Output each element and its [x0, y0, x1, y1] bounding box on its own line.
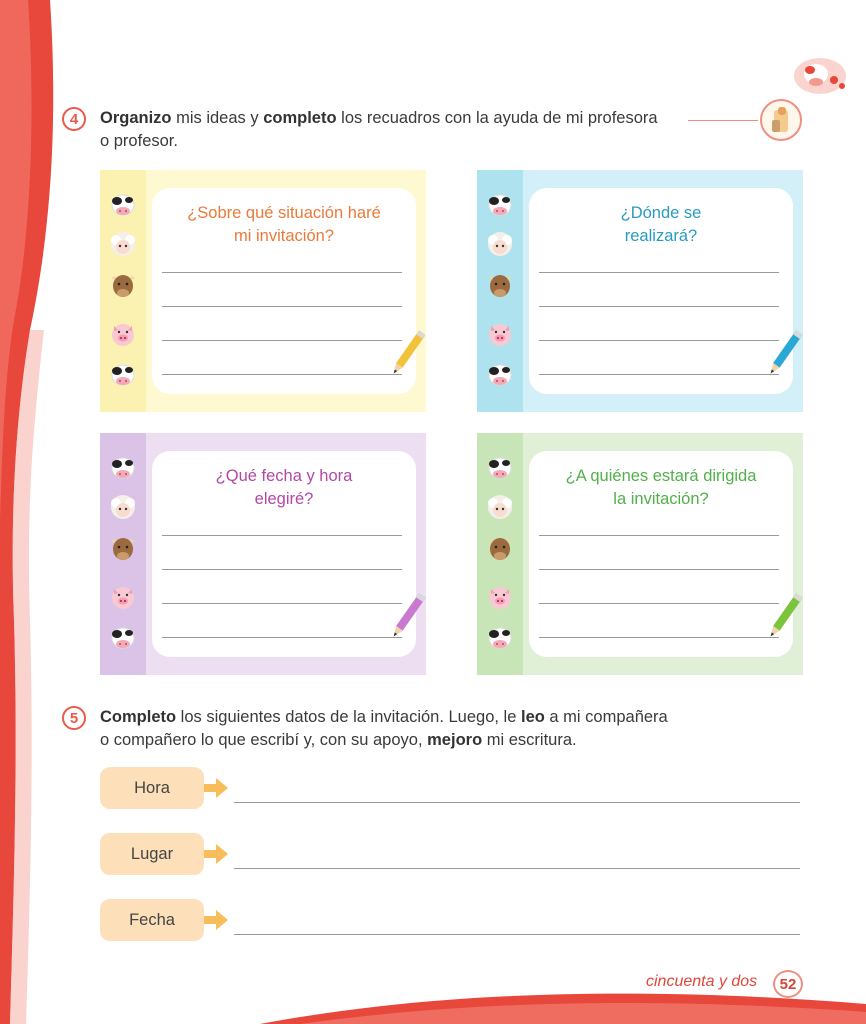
pig-face-icon: [108, 320, 138, 350]
card-question: [529, 202, 793, 248]
card-question: [529, 465, 793, 511]
answer-line-lugar[interactable]: [234, 868, 800, 869]
instruction-text: o profesor.: [100, 132, 178, 150]
cow-face-icon: [485, 190, 515, 220]
writing-line[interactable]: [539, 306, 779, 307]
writing-line[interactable]: [162, 306, 402, 307]
question-card: [100, 170, 426, 412]
cow-face-icon: [108, 360, 138, 390]
pig-face-icon: [108, 583, 138, 613]
question-card: [100, 433, 426, 675]
writing-line[interactable]: [162, 535, 402, 536]
group-work-icon: [760, 99, 802, 141]
bull-face-icon: [485, 270, 515, 300]
field-label-fecha: Fecha: [100, 899, 204, 941]
arrow-right-icon: [204, 908, 230, 932]
instruction-text: los recuadros con la ayuda de mi profesora: [336, 109, 658, 127]
pig-face-icon: [485, 583, 515, 613]
bull-face-icon: [108, 533, 138, 563]
cow-face-icon: [485, 623, 515, 653]
writing-line[interactable]: [162, 340, 402, 341]
question-line-1: ¿Qué fecha y hora: [215, 467, 353, 485]
left-decorative-border: [0, 0, 70, 1024]
answer-box: [529, 451, 793, 657]
instruction-text: los siguientes datos de la invitación. Luego, le: [176, 708, 521, 726]
pencil-icon: [765, 326, 805, 380]
bull-face-icon: [108, 270, 138, 300]
emphasized-verb: leo: [520, 708, 545, 726]
cow-face-icon: [108, 623, 138, 653]
writing-line[interactable]: [539, 340, 779, 341]
question-line-1: ¿A quiénes estará dirigida: [565, 467, 757, 485]
writing-line[interactable]: [539, 569, 779, 570]
sheep-face-icon: [485, 230, 515, 260]
question-line-1: ¿Sobre qué situación haré: [187, 204, 381, 222]
sheep-face-icon: [485, 493, 515, 523]
task-number-badge: 4: [62, 107, 86, 131]
field-label-lugar: Lugar: [100, 833, 204, 875]
field-label-hora: Hora: [100, 767, 204, 809]
writing-line[interactable]: [539, 603, 779, 604]
writing-line[interactable]: [539, 637, 779, 638]
writing-line[interactable]: [162, 569, 402, 570]
page-number-words: cincuenta y dos: [646, 973, 758, 990]
writing-line[interactable]: [539, 374, 779, 375]
writing-line[interactable]: [162, 637, 402, 638]
question-card: [477, 170, 803, 412]
writing-line[interactable]: [539, 272, 779, 273]
writing-line[interactable]: [162, 374, 402, 375]
pencil-icon: [765, 589, 805, 643]
cow-face-icon: [108, 453, 138, 483]
instruction-text: mis ideas y: [171, 109, 264, 127]
answer-box: [529, 188, 793, 394]
answer-line-hora[interactable]: [234, 802, 800, 803]
card-question: [152, 202, 416, 248]
writing-line[interactable]: [539, 535, 779, 536]
writing-line[interactable]: [162, 603, 402, 604]
task-5-instruction: [100, 706, 740, 752]
sheep-face-icon: [108, 493, 138, 523]
emphasized-verb: mejoro: [427, 731, 483, 749]
card-question: [152, 465, 416, 511]
arrow-right-icon: [204, 776, 230, 800]
question-line-1: ¿Dónde se: [620, 204, 702, 222]
question-line-2: mi invitación?: [234, 227, 334, 245]
corner-cow-illustration: [790, 52, 850, 98]
task-number-badge: 5: [62, 706, 86, 730]
sheep-face-icon: [108, 230, 138, 260]
pencil-icon: [388, 326, 428, 380]
header-divider-line: [688, 120, 758, 121]
instruction-text: o compañero lo que escribí y, con su apoyo,: [100, 731, 428, 749]
question-line-2: la invitación?: [613, 490, 709, 508]
cow-face-icon: [108, 190, 138, 220]
task-4-instruction: [100, 107, 740, 153]
emphasized-verb: Organizo: [100, 109, 172, 127]
instruction-text: mi escritura.: [482, 731, 577, 749]
instruction-text: a mi compañera: [544, 708, 668, 726]
answer-box: [152, 451, 416, 657]
writing-line[interactable]: [162, 272, 402, 273]
question-line-2: elegiré?: [254, 490, 314, 508]
bull-face-icon: [485, 533, 515, 563]
page-number: 52: [773, 970, 803, 998]
arrow-right-icon: [204, 842, 230, 866]
question-line-2: realizará?: [624, 227, 698, 245]
emphasized-verb: Completo: [100, 708, 177, 726]
cow-face-icon: [485, 360, 515, 390]
pencil-icon: [388, 589, 428, 643]
cow-face-icon: [485, 453, 515, 483]
answer-box: [152, 188, 416, 394]
question-card: [477, 433, 803, 675]
pig-face-icon: [485, 320, 515, 350]
answer-line-fecha[interactable]: [234, 934, 800, 935]
emphasized-verb: completo: [263, 109, 337, 127]
